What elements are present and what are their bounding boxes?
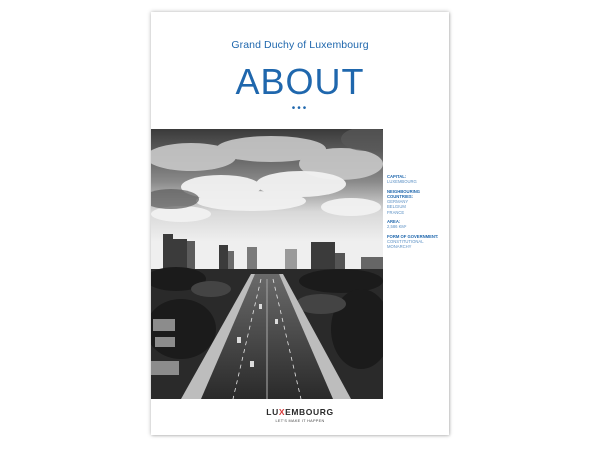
fact-label: FORM OF GOVERNMENT:: [387, 233, 439, 239]
fact-value: 2,586 KM²: [387, 224, 407, 230]
fact-neighbours: [387, 189, 445, 215]
cover-subtitle: Grand Duchy of Luxembourg: [231, 39, 369, 51]
fact-label: NEIGHBOURING COUNTRIES:: [387, 188, 421, 199]
fact-value: CONSTITUTIONAL MONARCHY: [387, 238, 424, 250]
fact-value: FRANCE: [387, 209, 405, 215]
fact-value: BELGIUM: [387, 204, 406, 210]
fact-value: LUXEMBOURG: [387, 179, 417, 185]
logo-tagline: LET'S MAKE IT HAPPEN: [275, 419, 325, 423]
fact-capital: [387, 174, 445, 185]
cover-title: ABOUT: [235, 61, 365, 102]
fact-government: [387, 234, 445, 250]
logo-suffix: EMBOURG: [285, 407, 334, 417]
city-highway-photo: [151, 129, 383, 399]
fact-value: GERMANY: [387, 199, 409, 205]
brochure-cover: [151, 12, 449, 435]
luxembourg-logo: [151, 407, 449, 417]
fact-area: [387, 219, 445, 230]
logo-prefix: LU: [266, 407, 279, 417]
fact-label: CAPITAL:: [387, 174, 407, 179]
facts-sidebar: [387, 174, 445, 254]
fact-label: AREA:: [387, 219, 401, 225]
title-dots: •••: [291, 103, 309, 114]
logo-x: X: [278, 407, 286, 417]
